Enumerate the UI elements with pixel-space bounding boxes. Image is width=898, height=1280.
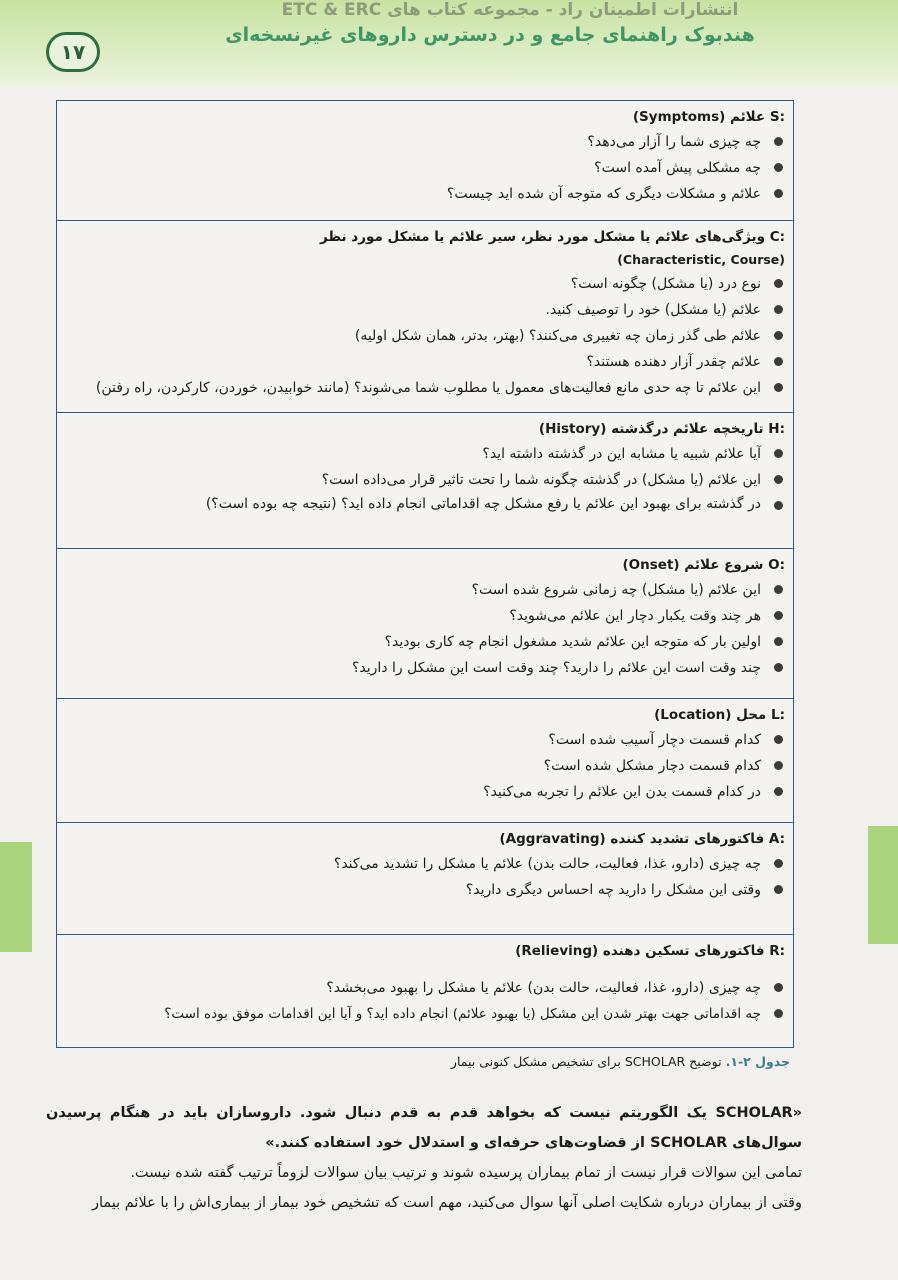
list-item: کدام قسمت دچار آسیب شده است؟: [67, 727, 785, 753]
list-item: علائم چقدر آزار دهنده هستند؟: [67, 349, 785, 375]
bullet-icon: [774, 983, 783, 992]
bullet-icon: [774, 163, 783, 172]
list-item: هر چند وقت یکبار دچار این علائم می‌شوید؟: [67, 603, 785, 629]
table-row-relieving: [57, 935, 793, 1047]
bullet-icon: [774, 787, 783, 796]
list-item: چه مشکلی پیش آمده است؟: [67, 155, 785, 181]
table-row-symptoms: [57, 101, 793, 221]
list-item: در کدام قسمت بدن این علائم را تجربه می‌کنید؟: [67, 779, 785, 805]
list-item: کدام قسمت دچار مشکل شده است؟: [67, 753, 785, 779]
list-item: چه اقداماتی جهت بهتر شدن این مشکل (یا بهبود علائم) انجام داده اید؟ و آیا این اقدامات موفق بوده است؟: [67, 1001, 785, 1027]
bullet-icon: [774, 137, 783, 146]
table-row-aggravating: [57, 823, 793, 935]
bullet-icon: [774, 189, 783, 198]
bullet-icon: [774, 475, 783, 484]
publisher-line: انتشارات اطمینان راد - مجموعه کتاب های ETC & ERC: [281, 0, 739, 20]
row-heading-english: (Characteristic, Course): [617, 252, 785, 267]
table-caption: [420, 1054, 790, 1069]
row-heading: R: فاکتورهای تسکین دهنده (Relieving): [515, 943, 785, 959]
book-title: هندبوک راهنمای جامع و در دسترس داروهای غیرنسخه‌ای: [225, 24, 755, 46]
table-row-characteristic: [57, 221, 793, 413]
table-row-location: [57, 699, 793, 823]
caption-label: جدول ۲-۱.: [725, 1054, 790, 1069]
list-item: نوع درد (یا مشکل) چگونه است؟: [67, 271, 785, 297]
bullet-icon: [774, 585, 783, 594]
list-item: علائم طی گذر زمان چه تغییری می‌کنند؟ (بهتر، بدتر، همان شکل اولیه): [67, 323, 785, 349]
list-item: چند وقت است این علائم را دارید؟ چند وقت است این مشکل را دارید؟: [67, 655, 785, 681]
bullet-icon: [774, 761, 783, 770]
bullet-icon: [774, 501, 783, 510]
quote-paragraph: «SCHOLAR یک الگوریتم نیست که بخواهد قدم به قدم دنبال شود. داروسازان باید در هنگام پرسیدن سوال‌های SCHOLAR از قضاوت‌های حرفه‌ای و استدلال خود استفاده کنند.»: [46, 1105, 802, 1151]
list-item: وقتی این مشکل را دارید چه احساس دیگری دارید؟: [67, 877, 785, 903]
bullet-icon: [774, 885, 783, 894]
table-row-onset: [57, 549, 793, 699]
paragraph-line: وقتی از بیماران درباره شکایت اصلی آنها سوال می‌کنید، مهم است که تشخیص خود بیمار از بیماری‌اش را با علائم بیمار: [91, 1195, 802, 1211]
list-item: اولین بار که متوجه این علائم شدید مشغول انجام چه کاری بودید؟: [67, 629, 785, 655]
row-heading: L: محل (Location): [654, 707, 785, 723]
caption-text: توضیح SCHOLAR برای تشخیص مشکل کنونی بیمار: [450, 1054, 722, 1069]
row-heading: S: علائم (Symptoms): [632, 109, 785, 125]
bullet-icon: [774, 449, 783, 458]
list-item: این علائم (یا مشکل) چه زمانی شروع شده است؟: [67, 577, 785, 603]
bullet-icon: [774, 357, 783, 366]
bullet-icon: [774, 637, 783, 646]
row-heading: H: تاریخچه علائم درگذشته (History): [538, 421, 785, 437]
row-heading: O: شروع علائم (Onset): [622, 557, 785, 573]
bullet-icon: [774, 859, 783, 868]
chapter-side-tab-right: [868, 826, 898, 944]
list-item: چه چیزی (دارو، غذا، فعالیت، حالت بدن) علائم یا مشکل را تشدید می‌کند؟: [67, 851, 785, 877]
row-heading: C: ویژگی‌های علائم یا مشکل مورد نظر، سیر علائم یا مشکل مورد نظر: [319, 229, 785, 245]
bullet-icon: [774, 331, 783, 340]
bullet-icon: [774, 735, 783, 744]
chapter-side-tab-left: [0, 842, 32, 952]
bullet-icon: [774, 663, 783, 672]
list-item: آیا علائم شبیه یا مشابه این در گذشته داشته اید؟: [67, 441, 785, 467]
paragraph-line: تمامی این سوالات قرار نیست از تمام بیماران پرسیده شوند و ترتیب بیان سوالات لزوماً ترتیب گفته شده نیست.: [130, 1165, 802, 1181]
list-item: در گذشته برای بهبود این علائم یا رفع مشکل چه اقداماتی انجام داده اید؟ (نتیجه چه بوده است؟): [67, 493, 785, 515]
page-number: ۱۷: [46, 32, 100, 72]
list-item: چه چیزی (دارو، غذا، فعالیت، حالت بدن) علائم یا مشکل را بهبود می‌بخشد؟: [67, 975, 785, 1001]
bullet-icon: [774, 305, 783, 314]
list-item: این علائم تا چه حدی مانع فعالیت‌های معمول یا مطلوب شما می‌شوند؟ (مانند خوابیدن، خوردن، کارکردن، راه رفتن): [67, 375, 785, 398]
row-heading: A: فاکتورهای تشدید کننده (Aggravating): [499, 831, 785, 847]
page-header: [0, 0, 898, 88]
bullet-icon: [774, 611, 783, 620]
scholar-table: [56, 100, 794, 1048]
list-item: علائم (یا مشکل) خود را توصیف کنید.: [67, 297, 785, 323]
list-item: چه چیزی شما را آزار می‌دهد؟: [67, 129, 785, 155]
bullet-icon: [774, 383, 783, 392]
bullet-icon: [774, 279, 783, 288]
list-item: این علائم (یا مشکل) در گذشته چگونه شما را تحت تاثیر قرار می‌داده است؟: [67, 467, 785, 493]
bullet-icon: [774, 1009, 783, 1018]
body-text: [46, 1098, 802, 1218]
table-row-history: [57, 413, 793, 549]
list-item: علائم و مشکلات دیگری که متوجه آن شده اید چیست؟: [67, 181, 785, 207]
